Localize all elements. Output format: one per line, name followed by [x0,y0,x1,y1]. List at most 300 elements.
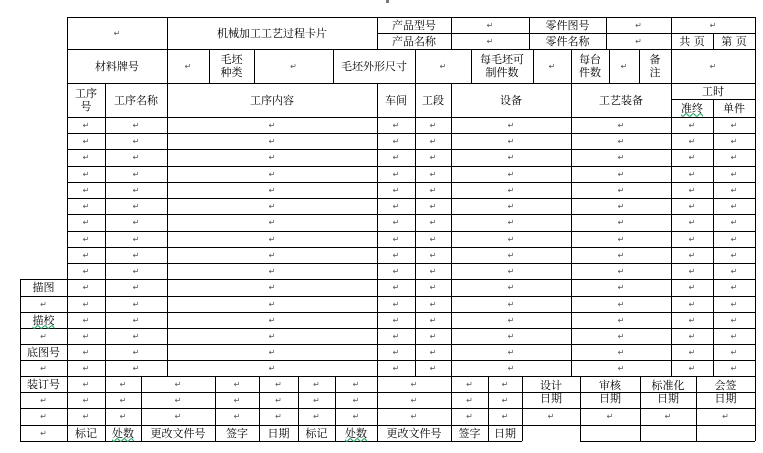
cell-label: 签字 [226,426,248,440]
prep-time-cell[interactable] [671,117,713,133]
workshop-cell[interactable] [377,133,415,149]
paragraph-mark: ↵ [392,331,400,341]
change-record-cell[interactable] [488,392,522,408]
change-record-cell[interactable] [335,408,377,425]
op-name-cell[interactable] [105,296,167,312]
op-no-cell[interactable] [67,360,105,376]
paragraph-mark: ↵ [275,379,282,389]
equipment-cell[interactable] [451,296,571,312]
section-cell[interactable] [415,344,451,360]
op-name-cell[interactable] [105,312,167,328]
signoff-value[interactable] [640,408,696,425]
op-no-cell[interactable] [67,166,105,182]
remarks-label [639,49,671,83]
paragraph-mark: ↵ [439,61,447,71]
paragraph-mark: ↵ [507,169,515,179]
paragraph-mark: ↵ [688,218,696,227]
cell-label: 描校 [32,313,55,327]
per-unit-value[interactable] [609,49,639,83]
workshop-cell[interactable] [377,247,415,263]
paragraph-mark: ↵ [40,412,47,421]
blank-type-value[interactable] [254,49,333,83]
change-record-cell[interactable] [488,376,522,392]
paragraph-mark: ↵ [392,153,400,162]
op-content-cell[interactable] [167,166,377,182]
paragraph-mark: ↵ [132,250,140,260]
paragraph-mark: ↵ [466,379,473,389]
unit-time-cell[interactable] [713,344,755,360]
workshop-cell[interactable] [377,117,415,133]
paragraph-mark: ↵ [233,395,241,405]
workshop-cell[interactable] [377,166,415,182]
unit-time-cell[interactable] [713,328,755,344]
total-pages-label [671,33,713,49]
paragraph-mark: ↵ [268,266,276,276]
tooling-cell[interactable] [571,149,671,166]
op-no-cell[interactable] [67,198,105,214]
paragraph-mark: ↵ [119,395,127,405]
section-cell[interactable] [415,166,451,182]
op-name-cell[interactable] [105,214,167,231]
unit-time-cell[interactable] [713,198,755,214]
prep-time-cell[interactable] [671,312,713,328]
paragraph-mark: ↵ [617,218,625,227]
tooling-cell[interactable] [571,328,671,344]
op-no-cell[interactable] [67,344,105,360]
paragraph-mark: ↵ [429,234,437,244]
equipment-cell[interactable] [451,166,571,182]
workshop-cell[interactable] [377,263,415,279]
section-header [415,83,451,117]
signoff-value[interactable] [522,408,580,425]
change-record-cell[interactable] [141,408,215,425]
op-content-cell[interactable] [167,296,377,312]
paragraph-mark: ↵ [132,266,140,276]
op-content-cell[interactable] [167,117,377,133]
equipment-cell[interactable] [451,360,571,376]
prep-time-cell[interactable] [671,263,713,279]
equipment-cell[interactable] [451,198,571,214]
remarks-value[interactable] [671,49,755,83]
paragraph-mark: ↵ [268,234,276,244]
paragraph-mark: ↵ [268,185,276,195]
tooling-cell[interactable] [571,344,671,360]
section-cell[interactable] [415,312,451,328]
tooling-cell[interactable] [571,166,671,182]
equipment-cell[interactable] [451,231,571,247]
paragraph-mark: ↵ [392,363,400,373]
prep-time-cell[interactable] [671,247,713,263]
op-name-cell[interactable] [105,231,167,247]
tooling-cell[interactable] [571,263,671,279]
op-name-cell[interactable] [105,149,167,166]
equipment-cell[interactable] [451,328,571,344]
tooling-cell[interactable] [571,182,671,198]
section-cell[interactable] [415,247,451,263]
prep-time-cell[interactable] [671,214,713,231]
op-no-cell[interactable] [67,247,105,263]
paragraph-mark: ↵ [709,61,717,71]
paragraph-mark: ↵ [688,315,696,325]
cell-label: 更改文件号 [150,426,206,440]
unit-time-cell[interactable] [713,149,755,166]
op-name-cell[interactable] [105,133,167,149]
paragraph-mark: ↵ [507,136,515,146]
section-cell[interactable] [415,182,451,198]
cell-label: 工序内容 [250,93,294,107]
op-no-cell[interactable] [67,296,105,312]
blank-size-label [333,49,415,83]
change-record-cell[interactable] [259,376,298,392]
op-content-cell[interactable] [167,360,377,376]
part-name-value[interactable] [606,33,671,49]
workshop-cell[interactable] [377,182,415,198]
tooling-cell[interactable] [571,231,671,247]
paragraph-mark: ↵ [233,412,241,421]
paragraph-mark: ↵ [730,315,738,325]
op-content-cell[interactable] [167,149,377,166]
workshop-cell[interactable] [377,360,415,376]
blank-size-value[interactable] [415,49,471,83]
paragraph-mark: ↵ [392,347,400,357]
op-name-cell[interactable] [105,182,167,198]
tooling-cell[interactable] [571,279,671,296]
unit-time-cell[interactable] [713,247,755,263]
op-name-cell[interactable] [105,117,167,133]
paragraph-mark: ↵ [501,379,509,389]
paragraph-mark: ↵ [617,185,625,195]
paragraph-mark: ↵ [429,266,437,276]
tooling-cell[interactable] [571,360,671,376]
cell-label: 工序 [75,87,97,100]
signoff-value[interactable] [580,408,640,425]
paragraph-mark: ↵ [352,395,360,405]
paragraph-mark: ↵ [429,218,437,227]
op-name-cell[interactable] [105,344,167,360]
change-record-cell[interactable] [451,392,488,408]
parts-per-blank-value[interactable] [533,49,571,83]
op-content-cell[interactable] [167,279,377,296]
unit-time-cell[interactable] [713,360,755,376]
prep-time-cell[interactable] [671,360,713,376]
equipment-cell[interactable] [451,182,571,198]
paragraph-mark: ↵ [119,412,127,421]
workshop-cell[interactable] [377,344,415,360]
op-name-cell[interactable] [105,279,167,296]
op-name-cell[interactable] [105,247,167,263]
op-no-cell[interactable] [67,231,105,247]
op-no-cell[interactable] [67,328,105,344]
tooling-cell[interactable] [571,296,671,312]
section-cell[interactable] [415,328,451,344]
op-content-cell[interactable] [167,133,377,149]
op-no-cell[interactable] [67,214,105,231]
op-name-cell[interactable] [105,360,167,376]
paragraph-mark: ↵ [184,61,192,71]
paragraph-mark: ↵ [82,315,90,325]
change-record-cell[interactable] [67,392,105,408]
product-name-value[interactable] [451,33,529,49]
paragraph-mark: ↵ [617,136,625,146]
op-content-cell[interactable] [167,263,377,279]
paragraph-mark: ↵ [268,218,276,227]
cell-label: 共 页 [679,34,705,48]
prep-time-cell[interactable] [671,296,713,312]
op-no-cell[interactable] [67,263,105,279]
change-record-cell[interactable] [215,408,259,425]
paragraph-mark: ↵ [82,379,90,389]
paragraph-mark: ↵ [507,299,515,309]
paragraph-mark: ↵ [268,120,276,130]
change-record-cell[interactable] [67,376,105,392]
paragraph-mark: ↵ [392,234,400,244]
material-grade-label [67,49,167,83]
change-record-cell[interactable] [105,376,141,392]
equipment-cell[interactable] [451,117,571,133]
equipment-cell[interactable] [451,279,571,296]
change-record-cell[interactable] [451,408,488,425]
op-name-cell[interactable] [105,328,167,344]
paragraph-mark: ↵ [429,283,437,292]
change-record-cell[interactable] [215,392,259,408]
workshop-cell[interactable] [377,149,415,166]
paragraph-mark: ↵ [410,379,418,389]
op-content-cell[interactable] [167,344,377,360]
paragraph-mark: ↵ [730,136,738,146]
prep-time-cell[interactable] [671,198,713,214]
paragraph-mark: ↵ [730,218,738,227]
paragraph-mark: ↵ [507,120,515,130]
change-record-cell[interactable] [67,408,105,425]
change-record-cell[interactable] [298,408,335,425]
cell-label: 零件图号 [545,18,590,32]
section-cell[interactable] [415,214,451,231]
change-record-cell[interactable] [141,392,215,408]
paragraph-mark: ↵ [392,315,400,325]
change-record-cell[interactable] [488,408,522,425]
paragraph-mark: ↵ [82,363,90,373]
workshop-cell[interactable] [377,198,415,214]
cell-label: 第 页 [721,34,747,48]
op-content-cell[interactable] [167,198,377,214]
unit-time-cell[interactable] [713,133,755,149]
paragraph-mark: ↵ [507,347,515,357]
cell-label: 零件名称 [545,34,590,48]
equipment-header [451,83,571,117]
material-grade-value[interactable] [167,49,209,83]
equipment-cell[interactable] [451,263,571,279]
op-content-cell[interactable] [167,231,377,247]
prep-time-cell[interactable] [671,149,713,166]
cell-label: 日期 [267,426,290,440]
op-content-cell[interactable] [167,312,377,328]
workshop-cell[interactable] [377,279,415,296]
section-cell[interactable] [415,117,451,133]
paragraph-mark: ↵ [410,412,418,421]
op-content-cell[interactable] [167,247,377,263]
change-record-cell[interactable] [259,408,298,425]
change-record-cell[interactable] [141,376,215,392]
paragraph-mark: ↵ [132,201,140,211]
paragraph-mark: ↵ [688,234,696,244]
change-record-cell[interactable] [105,408,141,425]
prep-time-cell[interactable] [671,166,713,182]
product-model-value[interactable] [451,17,529,33]
unit-time-cell[interactable] [713,231,755,247]
workshop-cell[interactable] [377,214,415,231]
prep-time-cell[interactable] [671,344,713,360]
tooling-cell[interactable] [571,312,671,328]
unit-time-cell[interactable] [713,182,755,198]
op-name-cell[interactable] [105,198,167,214]
paragraph-mark: ↵ [275,395,282,405]
paragraph-mark: ↵ [617,169,625,179]
change-record-cell[interactable] [298,376,335,392]
signoff-value[interactable] [696,408,755,425]
op-name-cell[interactable] [105,263,167,279]
paragraph-mark: ↵ [132,136,140,146]
change-record-cell[interactable] [259,392,298,408]
paragraph-mark: ↵ [688,331,696,341]
cell-label: 日期 [540,392,562,405]
op-content-cell[interactable] [167,214,377,231]
op-content-cell[interactable] [167,328,377,344]
tooling-header [571,83,671,117]
op-content-header [167,83,377,117]
workshop-cell[interactable] [377,296,415,312]
binding-extra-2 [20,425,67,441]
review-label [580,376,640,408]
prep-time-cell[interactable] [671,133,713,149]
paragraph-mark: ↵ [313,379,320,389]
section-cell[interactable] [415,360,451,376]
tooling-cell[interactable] [571,133,671,149]
workshop-cell[interactable] [377,231,415,247]
op-no-header [67,83,105,117]
paragraph-mark: ↵ [40,331,47,341]
change-record-cell[interactable] [377,376,451,392]
change-record-cell[interactable] [298,392,335,408]
paragraph-mark: ↵ [429,185,437,195]
part-drawing-no-value[interactable] [606,17,671,33]
paragraph-mark: ↵ [688,201,696,211]
blank-type-label [209,49,254,83]
equipment-cell[interactable] [451,344,571,360]
change-record-cell[interactable] [215,376,259,392]
change-record-cell[interactable] [335,392,377,408]
section-cell[interactable] [415,296,451,312]
op-no-cell[interactable] [67,312,105,328]
unit-time-cell[interactable] [713,263,755,279]
change-record-cell[interactable] [451,376,488,392]
section-cell[interactable] [415,133,451,149]
paragraph-mark: ↵ [429,201,437,211]
section-cell[interactable] [415,198,451,214]
prep-time-cell[interactable] [671,182,713,198]
op-no-cell[interactable] [67,117,105,133]
change-record-cell[interactable] [377,392,451,408]
op-no-cell[interactable] [67,133,105,149]
paragraph-mark: ↵ [40,363,47,373]
paragraph-mark: ↵ [82,218,90,227]
cell-label: 制件数 [485,66,519,79]
equipment-cell[interactable] [451,247,571,263]
paragraph-mark: ↵ [132,347,140,357]
change-record-cell[interactable] [377,408,451,425]
unit-time-cell[interactable] [713,279,755,296]
tooling-cell[interactable] [571,198,671,214]
section-cell[interactable] [415,149,451,166]
paragraph-mark: ↵ [730,120,738,130]
paragraph-mark: ↵ [664,412,672,421]
equipment-cell[interactable] [451,214,571,231]
equipment-cell[interactable] [451,149,571,166]
unit-time-cell[interactable] [713,166,755,182]
op-no-cell[interactable] [67,149,105,166]
paragraph-mark: ↵ [730,363,738,373]
sign-label-2 [451,425,488,441]
cell-label: 件数 [579,66,601,79]
prep-time-cell[interactable] [671,279,713,296]
paragraph-mark: ↵ [119,379,127,389]
op-no-cell[interactable] [67,279,105,296]
cell-label: 毛坯外形尺寸 [341,59,407,73]
paragraph-mark: ↵ [486,36,494,46]
paragraph-mark: ↵ [174,395,182,405]
cell-label: 号 [80,100,92,113]
equipment-cell[interactable] [451,133,571,149]
section-cell[interactable] [415,279,451,296]
paragraph-mark: ↵ [268,315,276,325]
tooling-cell[interactable] [571,247,671,263]
unit-time-cell[interactable] [713,117,755,133]
change-record-cell[interactable] [335,376,377,392]
op-no-cell[interactable] [67,182,105,198]
paragraph-mark: ↵ [688,283,696,292]
drawing-value [20,296,67,312]
design-label [522,376,580,408]
paragraph-mark: ↵ [429,299,437,309]
section-cell[interactable] [415,263,451,279]
section-cell[interactable] [415,231,451,247]
paragraph-mark: ↵ [548,61,556,71]
prep-time-cell[interactable] [671,328,713,344]
workshop-cell[interactable] [377,312,415,328]
paragraph-mark: ↵ [507,315,515,325]
paragraph-mark: ↵ [688,299,696,309]
paragraph-mark: ↵ [429,331,437,341]
op-name-cell[interactable] [105,166,167,182]
unit-time-cell[interactable] [713,296,755,312]
prep-time-cell[interactable] [671,231,713,247]
unit-time-cell[interactable] [713,312,755,328]
unit-time-cell[interactable] [713,214,755,231]
paragraph-mark: ↵ [617,250,625,260]
op-content-cell[interactable] [167,182,377,198]
cell-label: 产品名称 [392,34,436,48]
paragraph-mark: ↵ [392,250,400,260]
paragraph-mark: ↵ [617,234,625,244]
equipment-cell[interactable] [451,312,571,328]
tooling-cell[interactable] [571,117,671,133]
tooling-cell[interactable] [571,214,671,231]
cell-label: 更改文件号 [386,426,442,440]
workshop-cell[interactable] [377,328,415,344]
page-no-label [713,33,755,49]
change-record-cell[interactable] [105,392,141,408]
binding-no-value [20,392,67,408]
paragraph-mark: ↵ [132,363,140,373]
